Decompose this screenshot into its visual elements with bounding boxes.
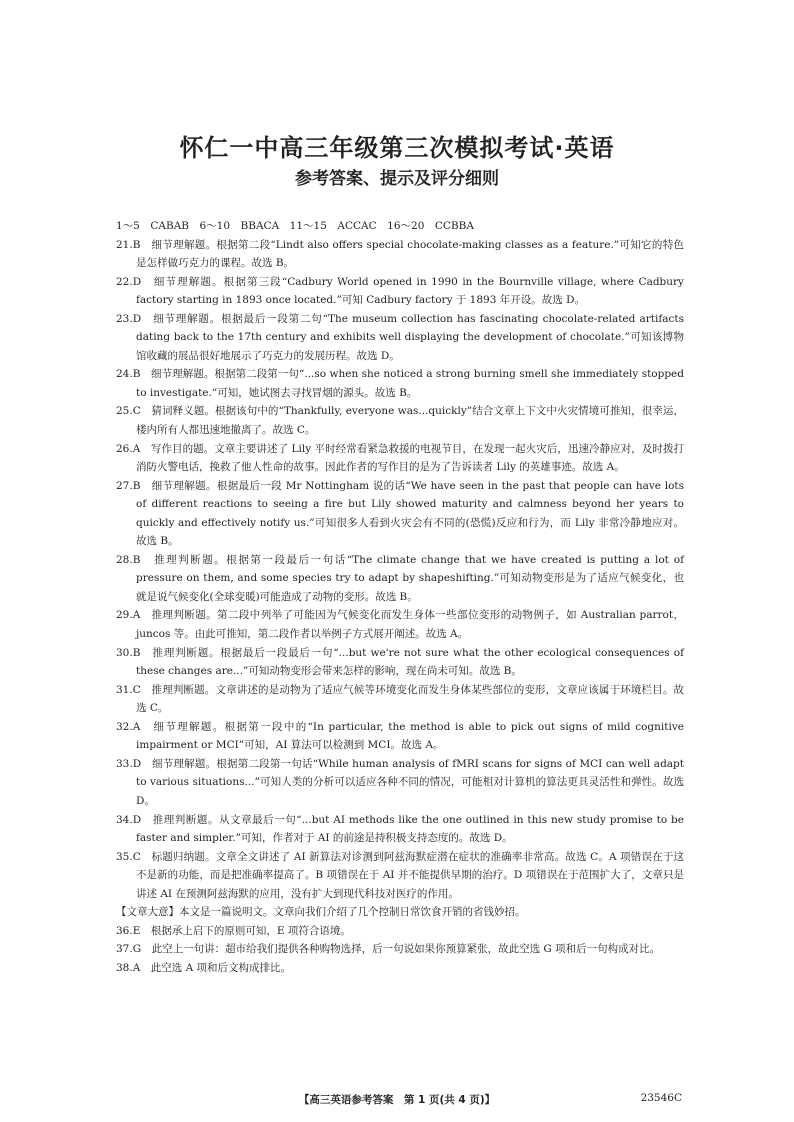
answer-item-26: 26.A 写作目的题。文章主要讲述了 Lily 平时经常看紧急救援的电视节目，在发现一起火灾后，迅速冷静应对，及时拨打消防火警电话，挽救了他人性命的故事。因此作者的写作目的是为了告诉读者 Lily 的英雄事迹。故选 A。 bbox=[116, 442, 684, 474]
answer-content bbox=[116, 217, 684, 977]
answer-item-34: 34.D 推理判断题。从文章最后一句“...but AI methods like the one outlined in this new study promise to be faster and simpler.”可知，作者对于 AI 的前途是持积极支持态度的。故选 D。 bbox=[116, 813, 684, 845]
answer-item-22: 22.D 细节理解题。根据第三段“Cadbury World opened in 1990 in the Bournville village, where Cadbury factory starting in 1893 once located.”可知 Cadbury factory 于 1893 年开设。故选 D。 bbox=[116, 275, 684, 307]
answer-item-27: 27.B 细节理解题。根据最后一段 Mr Nottingham 说的话“We have seen in the past that people can have lots of different reactions to seeing a fire but Lily showed maturity and calmness beyond her years to quickly and effectively notify us.”可知很多人看到火灾会有不同的(恐慌)反应和行为，而 Lily 非常冷静地应对。故选 B。 bbox=[116, 479, 684, 548]
answer-item-28: 28.B 推理判断题。根据第一段最后一句话“The climate change that we have created is putting a lot of pressure on them, and some species try to adapt by shapeshifting.”可知动物变形是为了适应气候变化，也就是说气候变化(全球变暖)可能造成了动物的变形。故选 B。 bbox=[116, 553, 684, 603]
answer-item-31: 31.C 推理判断题。文章讲述的是动物为了适应气候等环境变化而发生身体某些部位的变形，文章应该属于环境栏目。故选 C。 bbox=[116, 683, 684, 715]
answer-item-21: 21.B 细节理解题。根据第二段“Lindt also offers special chocolate-making classes as a feature.”可知它的特色是怎样做巧克力的课程。故选 B。 bbox=[116, 238, 684, 270]
passage-summary: 【文章大意】本文是一篇说明文。文章向我们介绍了几个控制日常饮食开销的省钱妙招。 bbox=[116, 906, 526, 919]
answer-item-29: 29.A 推理判断题。第二段中列举了可能因为气候变化而发生身体一些部位变形的动物例子，如 Australian parrot，juncos 等。由此可推知，第二段作者以举例子方式展开阐述。故选 A。 bbox=[116, 609, 684, 641]
answer-item-25: 25.C 猜词释义题。根据该句中的“Thankfully, everyone was...quickly”结合文章上下文中火灾情境可推知，很幸运，楼内所有人都迅速地撤离了。故选 C。 bbox=[116, 405, 684, 437]
answer-item-36: 36.E 根据承上启下的原则可知，E 项符合语境。 bbox=[116, 924, 351, 937]
answer-item-23: 23.D 细节理解题。根据最后一段第二句“The museum collection has fascinating chocolate-related artifacts dating back to the 17th century and exhibits well displaying the development of chocolate.”可知该博物馆收藏的展品很好地展示了巧克力的发展历程。故选 D。 bbox=[116, 312, 684, 362]
answer-item-35: 35.C 标题归纳题。文章全文讲述了 AI 新算法对诊测到阿兹海默症潜在症状的准确率非常高。故选 C。A 项错误在于这不是新的功能，而是把准确率提高了。B 项错误在于 AI 并不能提供早期的治疗。D 项错误在于范围扩大了，文章只是讲述 AI 在预测阿兹海默的应用，没有扩大到现代科技对医疗的作用。 bbox=[116, 850, 684, 900]
answer-item-24: 24.B 细节理解题。根据第二段第一句“...so when she noticed a strong burning smell she immediately stopped to investigate.”可知，她试图去寻找冒烟的源头。故选 B。 bbox=[116, 368, 684, 399]
answer-item-38: 38.A 此空选 A 项和后文构成排比。 bbox=[116, 961, 292, 974]
answer-item-37: 37.G 此空上一句讲：超市给我们提供各种购物选择，后一句说如果你预算紧张，故此空选 G 项和后一句构成对比。 bbox=[116, 943, 661, 956]
answer-item-32: 32.A 细节理解题。根据第一段中的“In particular, the method is able to pick out signs of mild cognitive impairment or MCI”可知，AI 算法可以检测到 MCI。故选 A。 bbox=[116, 720, 684, 752]
document-code: 23546C bbox=[640, 1092, 682, 1104]
page-subtitle: 参考答案、提示及评分细则 bbox=[295, 169, 499, 189]
page-number-label: 【高三英语参考答案 第 1 页(共 4 页)】 bbox=[298, 1094, 496, 1106]
page-title: 怀仁一中高三年级第三次模拟考试·英语 bbox=[179, 134, 615, 162]
multiple-choice-answers: 1～5 CABAB 6～10 BBACA 11～15 ACCAC 16～20 CCBBA bbox=[116, 220, 474, 232]
answer-item-30: 30.B 推理判断题。根据最后一段最后一句“...but we're not sure what the other ecological consequences of these changes are...”可知动物变形会带来怎样的影响，现在尚未可知。故选 B。 bbox=[116, 646, 684, 678]
answer-item-33: 33.D 细节理解题。根据第二段第一句话“While human analysis of fMRI scans for signs of MCI can well adapt to various situations...”可知人类的分析可以适应各种不同的情况，可能相对计算机的算法更具灵活性和弹性。故选 D。 bbox=[116, 757, 684, 807]
